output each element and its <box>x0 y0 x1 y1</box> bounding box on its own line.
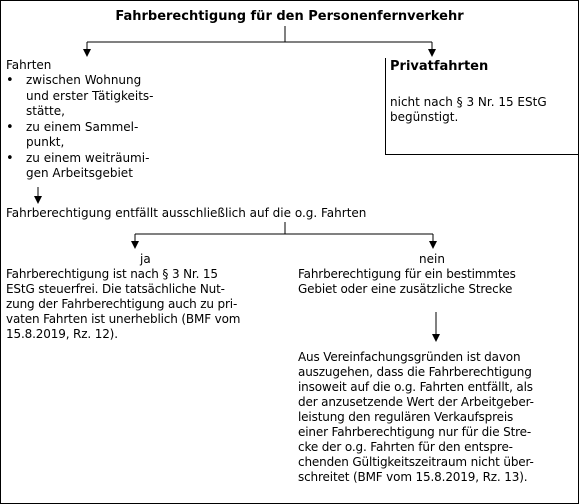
question-text: Fahrberechtigung entfällt ausschließlich auf die o.g. Fahrten <box>6 206 367 220</box>
yes-branch-text: Fahrberechtigung ist nach § 3 Nr. 15 EStG steuerfrei. Die tatsächliche Nut- zung der Fahrberechtigung auch zu pri- vaten Fahrten ist unerheblich (BMF vom 15.8.2019, Rz. 12). <box>6 267 241 341</box>
fahrten-list <box>6 73 154 182</box>
list-item: • zwischen Wohnung und erster Tätigkeits- stätte, <box>6 73 154 118</box>
bullet-icon: • <box>6 150 14 166</box>
list-item: • zu einem weiträumi- gen Arbeitsgebiet <box>6 150 150 180</box>
privatfahrten-heading: Privatfahrten <box>390 59 489 74</box>
bullet-icon: • <box>6 119 14 135</box>
diagram-title: Fahrberechtigung für den Personenfernverkehr <box>115 9 464 24</box>
no-branch-text: Fahrberechtigung für ein bestimmtes Gebiet oder eine zusätzliche Strecke <box>298 267 516 296</box>
simplification-text: Aus Vereinfachungsgründen ist davon auszugehen, dass die Fahrberechtigung insoweit auf die o.g. Fahrten entfällt, als der anzusetzende Wert der Arbeitgeber- leistung den regulären Verkaufspreis einer Fahrberechtigung nur für die Stre- cke der o.g. Fahrten für den entspre- chenden Gültigkeitszeitraum nicht über- schreitet (BMF vom 15.8.2019, Rz. 13). <box>298 350 534 484</box>
fahrten-heading: Fahrten <box>6 58 52 72</box>
bullet-icon: • <box>6 73 14 88</box>
list-item: • zu einem Sammel- punkt, <box>6 119 139 149</box>
privatfahrten-text: nicht nach § 3 Nr. 15 EStG begünstigt. <box>390 95 547 124</box>
no-label: nein <box>419 252 445 266</box>
yes-label: ja <box>140 252 151 266</box>
